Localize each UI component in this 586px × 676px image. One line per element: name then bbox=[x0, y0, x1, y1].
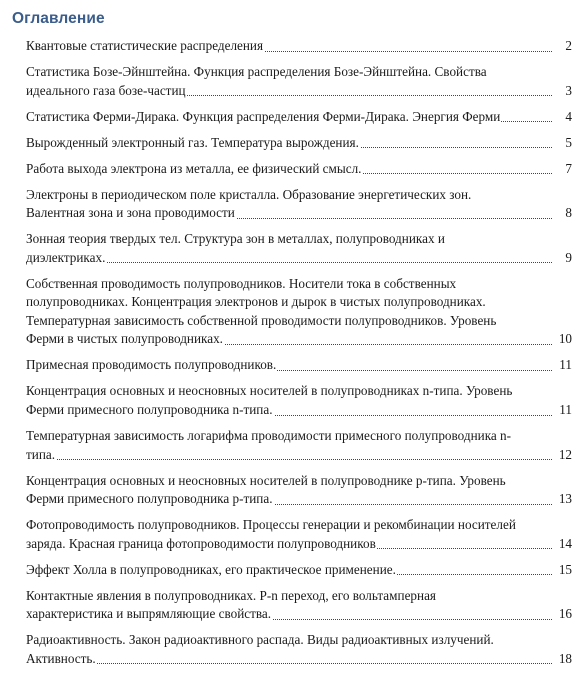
toc-page-number: 5 bbox=[552, 134, 572, 153]
toc-entry-line: Ферми в чистых полупроводниках. bbox=[26, 330, 552, 349]
toc-page-number: 11 bbox=[552, 401, 572, 420]
toc-entry-line: Электроны в периодическом поле кристалла. Образование энергетических зон. bbox=[26, 186, 472, 202]
toc-entry[interactable] bbox=[26, 108, 572, 127]
toc-entry-line: Температурная зависимость логарифма проводимости примесного полупроводника n- bbox=[26, 428, 512, 443]
toc-page-number: 8 bbox=[552, 204, 572, 223]
toc-entry-line: Эффект Холла в полупроводниках, его практическое применение. bbox=[26, 561, 552, 580]
toc-list bbox=[26, 37, 572, 676]
toc-page-number: 9 bbox=[552, 249, 572, 268]
toc-entry-line: Зонная теория твердых тел. Структура зон в металлах, полупроводниках и bbox=[26, 231, 445, 247]
toc-entry-line: диэлектриках. bbox=[26, 249, 552, 268]
toc-page-number: 3 bbox=[552, 82, 572, 101]
toc-entry-line: заряда. Красная граница фотопроводимости полупроводников bbox=[26, 535, 552, 554]
toc-page-number: 12 bbox=[552, 446, 572, 465]
toc-entry[interactable] bbox=[26, 356, 572, 375]
toc-page-number: 7 bbox=[552, 160, 572, 179]
toc-entry[interactable] bbox=[26, 587, 572, 624]
toc-entry[interactable] bbox=[26, 516, 572, 553]
toc-entry[interactable] bbox=[26, 472, 572, 509]
toc-page-number: 10 bbox=[552, 330, 572, 349]
toc-entry-line: Температурная зависимость собственной проводимости полупроводников. Уровень bbox=[26, 312, 497, 328]
toc-page-number: 14 bbox=[552, 535, 572, 554]
toc-entry[interactable] bbox=[26, 134, 572, 153]
toc-page-number: 11 bbox=[552, 356, 572, 375]
toc-entry-line: Статистика Бозе-Эйнштейна. Функция распределения Бозе-Эйнштейна. Свойства bbox=[26, 63, 487, 79]
toc-entry-line: Концентрация основных и неосновных носителей в полупроводнике p-типа. Уровень bbox=[26, 472, 506, 488]
toc-entry[interactable] bbox=[26, 275, 572, 349]
dot-leader bbox=[26, 663, 552, 664]
toc-entry[interactable] bbox=[26, 561, 572, 580]
toc-entry-line: Собственная проводимость полупроводников. Носители тока в собственных bbox=[26, 275, 457, 291]
toc-entry-line: характеристика и выпрямляющие свойства. bbox=[26, 605, 552, 624]
toc-page-number: 16 bbox=[552, 605, 572, 624]
toc-entry-line: Валентная зона и зона проводимости bbox=[26, 204, 552, 223]
toc-entry-line: Контактные явления в полупроводниках. P-n переход, его вольтамперная bbox=[26, 587, 436, 603]
toc-entry-line: Ферми примесного полупроводника n-типа. bbox=[26, 401, 552, 420]
toc-entry-line: Статистика Ферми-Дирака. Функция распределения Ферми-Дирака. Энергия Ферми bbox=[26, 108, 552, 127]
toc-entry[interactable] bbox=[26, 382, 572, 419]
toc-page-number: 13 bbox=[552, 490, 572, 509]
toc-entry[interactable] bbox=[26, 63, 572, 100]
toc-entry-line: Радиоактивность. Закон радиоактивного распада. Виды радиоактивных излучений. bbox=[26, 632, 494, 648]
toc-entry-line: Фотопроводимость полупроводников. Процессы генерации и рекомбинации носителей bbox=[26, 517, 516, 533]
toc-entry[interactable] bbox=[26, 37, 572, 56]
toc-entry-line: Ферми примесного полупроводника p-типа. bbox=[26, 490, 552, 509]
toc-entry-line: Вырожденный электронный газ. Температура вырождения. bbox=[26, 134, 552, 153]
toc-page-number: 15 bbox=[552, 561, 572, 580]
toc-page-number: 18 bbox=[552, 650, 572, 669]
toc-entry-line: полупроводниках. Концентрация электронов и дырок в чистых полупроводниках. bbox=[26, 294, 486, 310]
toc-entry[interactable] bbox=[26, 186, 572, 223]
toc-page-number: 2 bbox=[552, 37, 572, 56]
toc-entry-line: типа. bbox=[26, 446, 552, 465]
toc-entry-line: Активность. bbox=[26, 650, 552, 669]
toc-entry-line: Работа выхода электрона из металла, ее физический смысл. bbox=[26, 160, 552, 179]
toc-heading: Оглавление bbox=[12, 10, 105, 27]
toc-entry-line: Концентрация основных и неосновных носителей в полупроводниках n-типа. Уровень bbox=[26, 383, 513, 399]
toc-entry-line: Квантовые статистические распределения bbox=[26, 37, 552, 56]
toc-entry[interactable] bbox=[26, 160, 572, 179]
dot-leader bbox=[26, 459, 552, 460]
toc-page-number: 4 bbox=[552, 108, 572, 127]
toc-entry[interactable] bbox=[26, 230, 572, 267]
toc-entry[interactable] bbox=[26, 427, 572, 464]
toc-entry-line: Примесная проводимость полупроводников. bbox=[26, 356, 552, 375]
toc-entry-line: идеального газа бозе-частиц bbox=[26, 82, 552, 101]
toc-entry[interactable] bbox=[26, 631, 572, 668]
